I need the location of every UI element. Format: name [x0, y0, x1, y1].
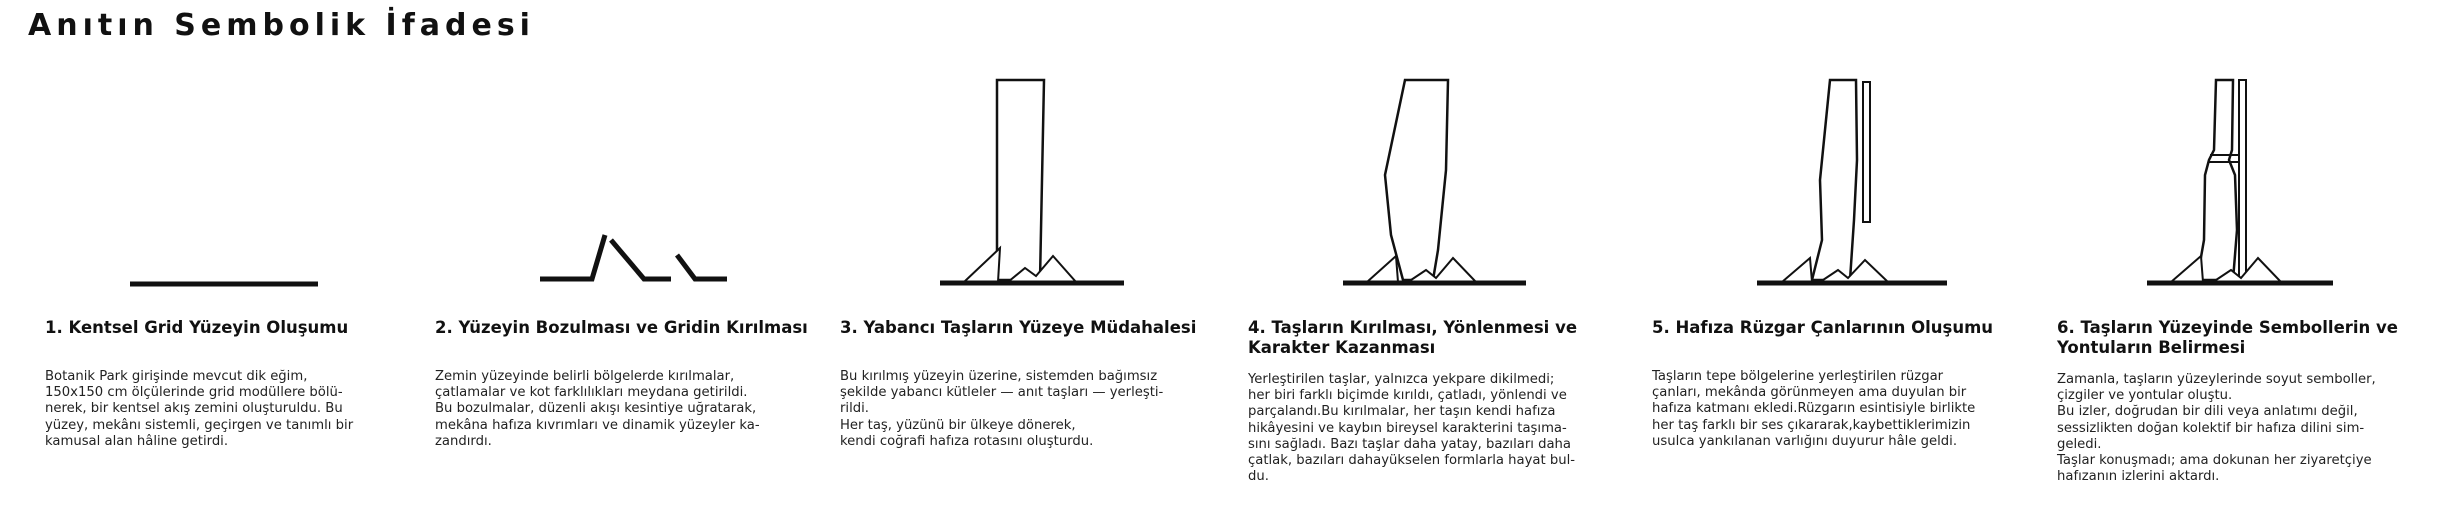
- stage-6: [2057, 0, 2438, 512]
- stage-2: [435, 0, 835, 512]
- stage-heading: 5. Hafıza Rüzgar Çanlarının Oluşumu: [1652, 318, 1994, 337]
- stage-heading: 1. Kentsel Grid Yüzeyin Oluşumu: [45, 318, 349, 337]
- flat-grid-surface-diagram: [45, 0, 445, 300]
- stone-fragment: [964, 248, 1000, 282]
- stage-heading: 2. Yüzeyin Bozulması ve Gridin Kırılması: [435, 318, 808, 337]
- stage-3: [840, 0, 1240, 512]
- carved-symbols-diagram: [2057, 0, 2438, 300]
- stone-fragment: [1782, 258, 1812, 282]
- stage-description: Zemin yüzeyinde belirli bölgelerde kırılmalar, çatlamalar ve kot farklılıkları meydana getirildi. Bu bozulmalar, düzenli akışı kesintiye uğratarak, mekâna hafıza kıvrımları ve dinamik yüzeyler ka- zandırdı.: [435, 369, 760, 449]
- stone-fragment: [1367, 256, 1398, 282]
- wind-chime-diagram: [1652, 0, 2052, 300]
- wind-chime-bar: [1863, 82, 1870, 222]
- monument-stone: [1385, 80, 1448, 280]
- carved-column: [2239, 80, 2246, 280]
- stage-description: Yerleştirilen taşlar, yalnızca yekpare dikilmedi; her biri farklı biçimde kırıldı, çatladı, yönlendi ve parçalandı.Bu kırılmalar, her taşın kendi hafıza hikâyesini ve kaybın bireysel karakterini taşıma- sını sağladı. Bazı taşlar daha yatay, bazıları daha çatlak, bazıları dahayükselen formlarla hayat bul- du.: [1248, 372, 1576, 485]
- broken-segment-2: [611, 240, 671, 279]
- monument-stone: [2197, 80, 2237, 280]
- monument-stone: [997, 80, 1044, 280]
- stage-description: Zamanla, taşların yüzeylerinde soyut semboller, çizgiler ve yontular oluştu. Bu izler, doğrudan bir dili veya anlatımı değil, sessizlikten doğan kolektif bir hafıza dilini sim- geledi. Taşlar konuşmadı; ama dokunan her ziyaretçiye hafızanın izlerini aktardı.: [2057, 372, 2376, 485]
- stage-heading: 3. Yabancı Taşların Yüzeye Müdahalesi: [840, 318, 1197, 337]
- foreign-stone-diagram: [840, 0, 1240, 300]
- stage-1: [45, 0, 445, 512]
- stage-description: Botanik Park girişinde mevcut dik eğim, 150x150 cm ölçülerinde grid modüllere bölü- nerek, bir kentsel akış zemini oluşturuldu. Bu yüzey, mekânı sistemli, geçirgen ve tanımlı bir kamusal alan hâline getirdi.: [45, 369, 354, 449]
- broken-segment-3: [677, 255, 727, 279]
- stage-4: [1248, 0, 1648, 512]
- stone-fragment: [2171, 256, 2203, 282]
- stage-description: Bu kırılmış yüzeyin üzerine, sistemden bağımsız şekilde yabancı kütleler — anıt taşları — yerleşti- rildi. Her taş, yüzünü bir ülkeye dönerek, kendi coğrafi hafıza rotasını oluşturdu.: [840, 369, 1164, 449]
- broken-segment-1: [540, 235, 605, 279]
- stage-5: [1652, 0, 2052, 512]
- stage-heading: 4. Taşların Kırılması, Yönlenmesi ve Karakter Kazanması: [1248, 318, 1578, 357]
- stage-heading: 6. Taşların Yüzeyinde Sembollerin ve Yontuların Belirmesi: [2057, 318, 2398, 357]
- page-title: Anıtın Sembolik İfadesi: [28, 8, 535, 43]
- broken-surface-diagram: [435, 0, 835, 300]
- monument-stone: [1812, 80, 1857, 280]
- stage-description: Taşların tepe bölgelerine yerleştirilen rüzgar çanları, mekânda görünmeyen ama duyulan bir hafıza katmanı ekledi.Rüzgarın esintisiyle birlikte her taş farklı bir ses çıkararak,kaybettiklerimizin usulca yankılanan varlığını duyurur hâle geldi.: [1652, 369, 1976, 449]
- fractured-stone-diagram: [1248, 0, 1648, 300]
